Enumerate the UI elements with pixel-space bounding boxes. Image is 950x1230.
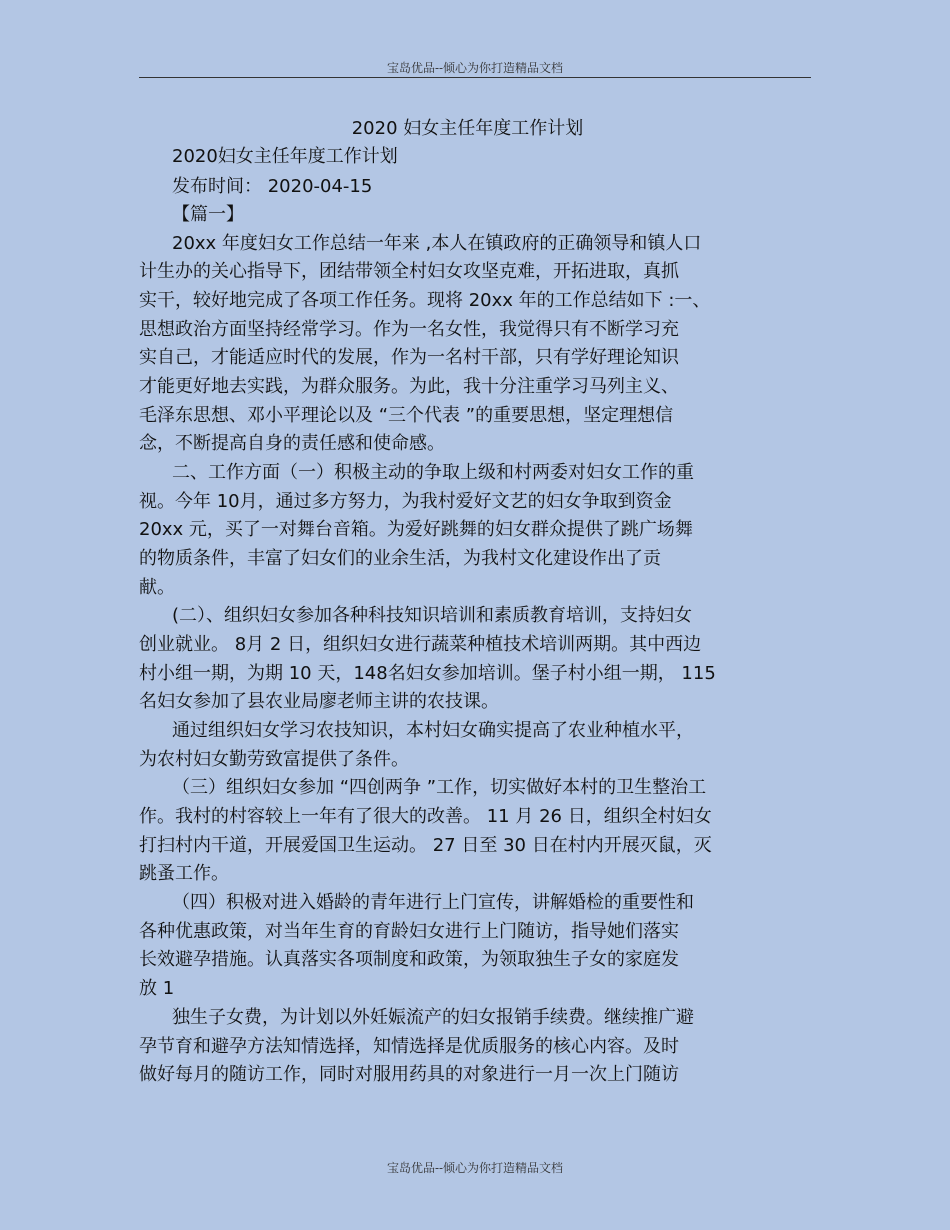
text-line: （三）组织妇女参加 “四创两争 ”工作，切实做好本村的卫生整治工	[172, 777, 707, 798]
text-line: 视。今年 10月，通过多方努力，为我村爱好文艺的妇女争取到资金	[139, 491, 672, 512]
text-line: 做好每月的随访工作，同时对服用药具的对象进行一月一次上门随访	[139, 1064, 679, 1085]
page-header-text: 宝岛优品--倾心为你打造精品文档	[386, 61, 564, 75]
text-line: 跳蚤工作。	[139, 863, 229, 884]
header-divider	[139, 77, 811, 78]
text-line: 放 1	[139, 978, 175, 999]
text-line: 二、工作方面（一）积极主动的争取上级和村两委对妇女工作的重	[172, 462, 694, 483]
text-line: 献。	[139, 577, 175, 598]
text-line: 2020妇女主任年度工作计划	[172, 146, 398, 167]
text-line: 长效避孕措施。认真落实各项制度和政策，为领取独生子女的家庭发	[139, 949, 679, 970]
text-line: 创业就业。 8月 2 日，组织妇女进行蔬菜种植技术培训两期。其中西边	[139, 634, 702, 655]
text-line: 村小组一期，为期 10 天，148名妇女参加培训。堡子村小组一期， 115	[139, 663, 716, 684]
text-line: 才能更好地去实践，为群众服务。为此，我十分注重学习马列主义、	[139, 376, 679, 397]
text-line: 各种优惠政策，对当年生育的育龄妇女进行上门随访，指导她们落实	[139, 921, 679, 942]
text-line: (二）、组织妇女参加各种科技知识培训和素质教育培训，支持妇女	[172, 605, 693, 626]
text-line: 发布时间： 2020-04-15	[172, 176, 373, 197]
text-line: （四）积极对进入婚龄的青年进行上门宣传，讲解婚检的重要性和	[172, 892, 694, 913]
text-line: 20xx 年度妇女工作总结一年来 ,本人在镇政府的正确领导和镇人口	[172, 233, 702, 254]
text-line: 【篇一】	[172, 204, 244, 225]
text-line: 毛泽东思想、邓小平理论以及 “三个代表 ”的重要思想，坚定理想信	[139, 405, 674, 426]
text-line: 名妇女参加了县农业局廖老师主讲的农技课。	[139, 691, 499, 712]
text-line: 思想政治方面坚持经常学习。作为一名女性，我觉得只有不断学习充	[139, 319, 679, 340]
page-title: 2020 妇女主任年度工作计划	[351, 118, 584, 139]
text-line: 作。我村的村容较上一年有了很大的改善。 11 月 26 日，组织全村妇女	[139, 806, 712, 827]
text-line: 的物质条件，丰富了妇女们的业余生活，为我村文化建设作出了贡	[139, 548, 661, 569]
text-line: 独生子女费，为计划以外妊娠流产的妇女报销手续费。继续推广避	[172, 1007, 694, 1028]
text-line: 念，不断提高自身的责任感和使命感。	[139, 433, 445, 454]
text-line: 实干，较好地完成了各项工作任务。现将 20xx 年的工作总结如下 :一、	[139, 290, 711, 311]
text-line: 打扫村内干道，开展爱国卫生运动。 27 日至 30 日在村内开展灭鼠，灭	[139, 835, 712, 856]
text-line: 为农村妇女勤劳致富提供了条件。	[139, 749, 409, 770]
text-line: 实自己，才能适应时代的发展，作为一名村干部，只有学好理论知识	[139, 347, 679, 368]
text-line: 20xx 元，买了一对舞台音箱。为爱好跳舞的妇女群众提供了跳广场舞	[139, 519, 693, 540]
page-footer-text: 宝岛优品--倾心为你打造精品文档	[386, 1161, 564, 1175]
text-line: 孕节育和避孕方法知情选择，知情选择是优质服务的核心内容。及时	[139, 1036, 679, 1057]
text-line: 通过组织妇女学习农技知识，本村妇女确实提高了农业种植水平，	[172, 720, 694, 741]
text-line: 计生办的关心指导下，团结带领全村妇女攻坚克难，开拓进取，真抓	[139, 261, 679, 282]
